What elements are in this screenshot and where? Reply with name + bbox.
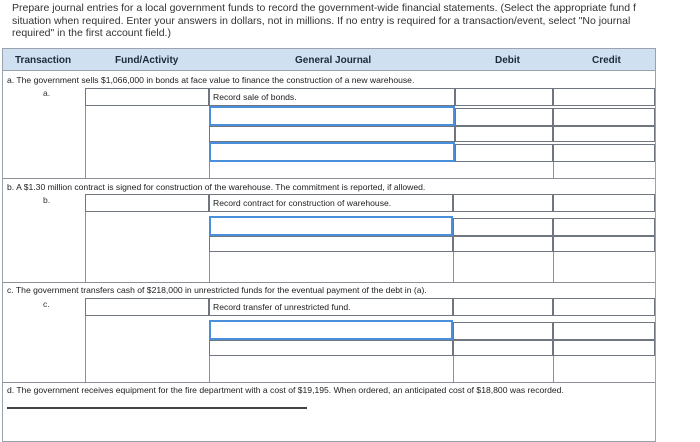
- memo-a: Record sale of bonds.: [213, 92, 297, 102]
- grid-divider: [453, 252, 454, 282]
- debit-field-c-3[interactable]: [453, 340, 553, 356]
- fund-select-a-1[interactable]: [85, 88, 209, 106]
- grid-divider: [553, 356, 554, 382]
- instructions-line-1: Prepare journal entries for a local government funds to record the government-wide financial statements. (Select the appropriate fund f: [12, 2, 636, 14]
- grid-divider: [209, 356, 210, 382]
- header-fund-activity: Fund/Activity: [115, 55, 179, 66]
- account-field-b-2[interactable]: [209, 216, 453, 236]
- header-general-journal: General Journal: [295, 55, 372, 66]
- section-b-letter: b.: [43, 195, 51, 205]
- account-field-a-3[interactable]: [209, 126, 455, 142]
- account-field-c-2[interactable]: [209, 320, 453, 340]
- section-a-description: a. The government sells $1,066,000 in bonds at face value to finance the construction of a new warehouse.: [7, 75, 415, 85]
- debit-field-c-2[interactable]: [453, 322, 553, 340]
- debit-field-b-2[interactable]: [453, 218, 553, 236]
- debit-field-a-1[interactable]: [455, 88, 553, 106]
- debit-field-b-1[interactable]: [453, 194, 553, 212]
- memo-c: Record transfer of unrestricted fund.: [213, 302, 351, 312]
- credit-field-a-4[interactable]: [553, 144, 655, 162]
- grid-divider: [209, 252, 210, 282]
- grid-divider: [553, 252, 554, 282]
- credit-field-a-1[interactable]: [553, 88, 655, 106]
- journal-table: [2, 48, 656, 442]
- memo-b: Record contract for construction of warehouse.: [213, 198, 392, 208]
- header-transaction: Transaction: [15, 55, 72, 66]
- instructions-line-2: situation when required. Enter your answers in dollars, not in millions. If no entry is required for a transaction/event, select "No journal: [12, 14, 631, 27]
- section-c-description: c. The government transfers cash of $218,000 in unrestricted funds for the eventual payment of the debt in (a).: [7, 285, 427, 295]
- section-a-letter: a.: [43, 88, 51, 98]
- row-divider: [3, 382, 655, 383]
- section-d-description: d. The government receives equipment for the fire department with a cost of $19,195. When ordered, an anticipated cost of $18,800 was recorded.: [7, 385, 564, 395]
- grid-divider: [553, 162, 554, 178]
- debit-field-a-2[interactable]: [455, 108, 553, 126]
- credit-field-b-2[interactable]: [553, 218, 655, 236]
- account-field-b-3[interactable]: [209, 236, 453, 252]
- row-divider: [7, 407, 307, 409]
- row-divider: [3, 282, 655, 283]
- credit-field-c-3[interactable]: [553, 340, 655, 356]
- credit-field-b-1[interactable]: [553, 194, 655, 212]
- credit-field-b-3[interactable]: [553, 236, 655, 252]
- instructions: [12, 2, 700, 40]
- grid-divider: [453, 356, 454, 382]
- credit-field-c-2[interactable]: [553, 322, 655, 340]
- debit-field-c-1[interactable]: [453, 298, 553, 316]
- header-debit: Debit: [495, 55, 520, 66]
- grid-divider: [85, 212, 86, 282]
- debit-field-b-3[interactable]: [453, 236, 553, 252]
- debit-field-a-3[interactable]: [455, 126, 553, 142]
- credit-field-a-3[interactable]: [553, 126, 655, 142]
- section-b-description: b. A $1.30 million contract is signed for construction of the warehouse. The commitment is reported, if allowed.: [7, 182, 426, 192]
- grid-divider: [209, 162, 210, 178]
- section-c-letter: c.: [43, 299, 50, 309]
- debit-field-a-4[interactable]: [455, 144, 553, 162]
- instructions-line-3: required" in the first account field.): [12, 27, 171, 39]
- account-field-c-3[interactable]: [209, 340, 453, 356]
- grid-divider: [85, 106, 86, 178]
- grid-divider: [85, 316, 86, 382]
- table-header: [3, 49, 655, 71]
- account-field-a-2[interactable]: [209, 106, 455, 126]
- row-divider: [3, 178, 655, 179]
- fund-select-c-1[interactable]: [85, 298, 209, 316]
- header-credit: Credit: [592, 55, 621, 66]
- fund-select-b-1[interactable]: [85, 194, 209, 212]
- credit-field-c-1[interactable]: [553, 298, 655, 316]
- account-field-a-4[interactable]: [209, 142, 455, 162]
- credit-field-a-2[interactable]: [553, 108, 655, 126]
